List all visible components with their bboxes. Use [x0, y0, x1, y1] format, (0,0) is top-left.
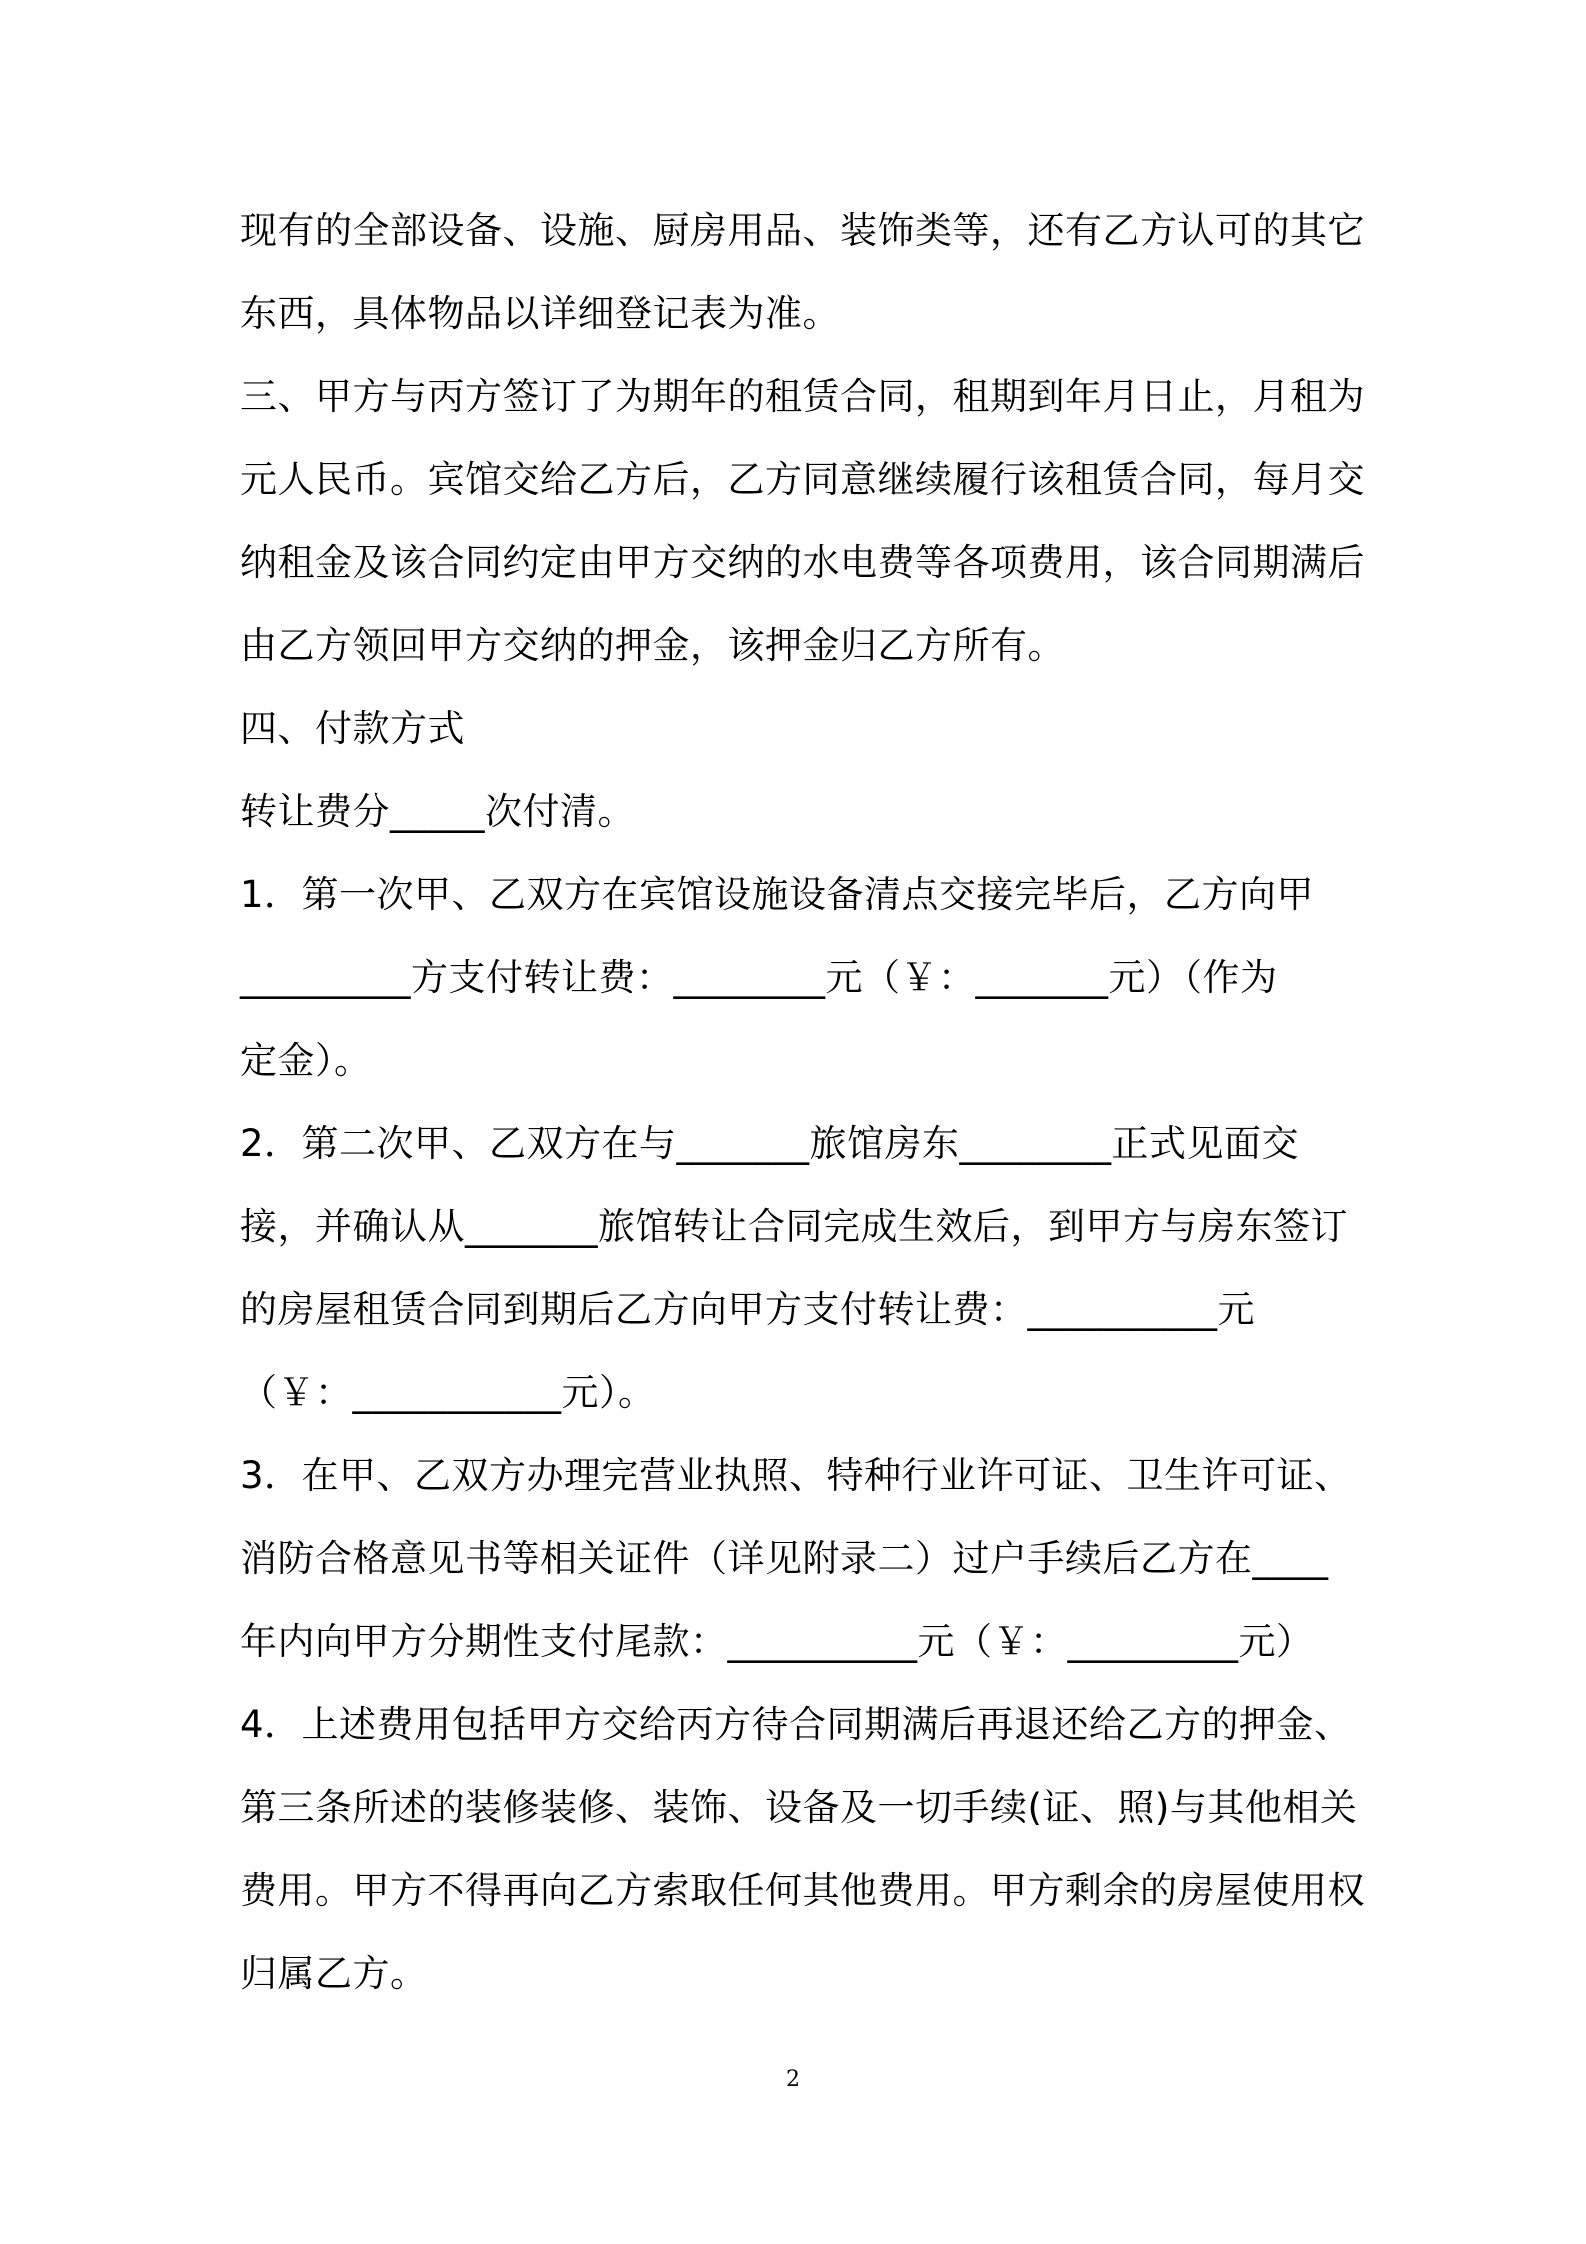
text-line: 现有的全部设备、设施、厨房用品、装饰类等，还有乙方认可的其它: [240, 209, 1365, 252]
text-line: 接，并确认从_______旅馆转让合同完成生效后，到甲方与房东签订: [240, 1205, 1348, 1248]
text-line: 1．第一次甲、乙双方在宾馆设施设备清点交接完毕后，乙方向甲: [240, 873, 1315, 916]
text-line: 三、甲方与丙方签订了为期年的租赁合同，租期到年月日止，月租为: [240, 375, 1365, 418]
page-number: 2: [786, 2067, 800, 2092]
text-line: 第三条所述的装修装修、装饰、设备及一切手续(证、照)与其他相关: [240, 1786, 1358, 1829]
text-line: 费用。甲方不得再向乙方索取任何其他费用。甲方剩余的房屋使用权: [240, 1869, 1365, 1912]
text-line: 由乙方领回甲方交纳的押金，该押金归乙方所有。: [240, 624, 1065, 667]
text-line: 4．上述费用包括甲方交给丙方待合同期满后再退还给乙方的押金、: [240, 1703, 1352, 1746]
text-line: 定金）。: [240, 1039, 372, 1082]
text-line: 东西，具体物品以详细登记表为准。: [240, 292, 840, 335]
text-line: _________方支付转让费：________元（￥：_______元）（作为: [240, 956, 1278, 999]
text-line: 归属乙方。: [240, 1952, 428, 1995]
text-line: 年内向甲方分期性支付尾款：__________元（￥：_________元）: [240, 1620, 1314, 1663]
text-line: 消防合格意见书等相关证件（详见附录二）过户手续后乙方在____: [240, 1537, 1329, 1580]
text-line: 2．第二次甲、乙双方在与_______旅馆房东________正式见面交: [240, 1122, 1300, 1165]
section-heading: 四、付款方式: [240, 707, 465, 750]
text-line: 的房屋租赁合同到期后乙方向甲方支付转让费：__________元: [240, 1288, 1255, 1331]
text-line: （￥：___________元）。: [240, 1371, 656, 1414]
text-line: 元人民币。宾馆交给乙方后，乙方同意继续履行该租赁合同，每月交: [240, 458, 1365, 501]
text-line: 转让费分_____次付清。: [240, 790, 635, 833]
text-line: 3．在甲、乙双方办理完营业执照、特种行业许可证、卫生许可证、: [240, 1454, 1352, 1497]
text-line: 纳租金及该合同约定由甲方交纳的水电费等各项费用，该合同期满后: [240, 541, 1365, 584]
